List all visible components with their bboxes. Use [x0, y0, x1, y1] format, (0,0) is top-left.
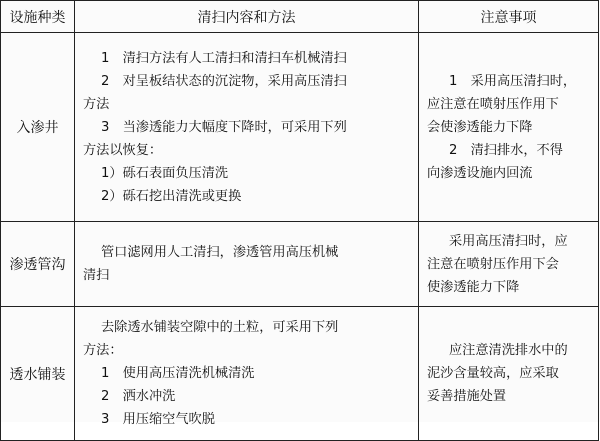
content-line: 1 清扫方法有人工清扫和清扫车机械清扫 — [101, 50, 347, 66]
content-line: 清扫 — [83, 268, 110, 283]
content-line: 去除透水铺装空隙中的土粒，可采用下列 — [101, 320, 339, 335]
note-line: 注意在喷射压作用下会 — [427, 256, 559, 272]
note-line: 向渗透设施内回流 — [427, 165, 533, 181]
content-line: 1）砾石表面负压清洗 — [101, 165, 229, 181]
content-line: 2 洒水冲洗 — [101, 389, 176, 404]
content-line: 方法 — [83, 96, 110, 112]
header-facility-type: 设施种类 — [1, 1, 75, 33]
note-line: 使渗透能力下降 — [427, 279, 520, 295]
category-cell: 透水铺装 — [1, 307, 75, 441]
content-line: 1 使用高压清洗机械清洗 — [101, 366, 255, 381]
table-row — [1, 307, 599, 441]
note-line: 应注意在喷射压作用下 — [427, 96, 559, 112]
note-line: 妥善措施处置 — [427, 389, 507, 404]
content-line: 2）砾石挖出清洗或更换 — [101, 188, 242, 204]
note-line: 1 采用高压清扫时， — [449, 73, 577, 89]
header-cleaning-method: 清扫内容和方法 — [75, 1, 419, 33]
content-line: 3 当渗透能力大幅度下降时，可采用下列 — [101, 119, 347, 135]
content-line: 方法： — [83, 343, 123, 358]
note-line: 会使渗透能力下降 — [427, 119, 533, 135]
table-row — [1, 222, 599, 307]
note-line: 采用高压清扫时，应 — [449, 233, 568, 249]
content-line: 3 用压缩空气吹脱 — [101, 412, 215, 427]
note-line: 泥沙含量较高，应采取 — [427, 366, 559, 381]
notes-cell — [419, 33, 599, 222]
note-line: 应注意清洗排水中的 — [449, 343, 568, 358]
content-line: 方法以恢复： — [83, 142, 163, 158]
content-cell — [75, 307, 419, 441]
content-line: 管口滤网用人工清扫，渗透管用高压机械 — [101, 245, 339, 260]
notes-cell — [419, 307, 599, 441]
category-cell: 渗透管沟 — [1, 222, 75, 307]
note-line: 2 清扫排水，不得 — [449, 142, 563, 158]
content-cell — [75, 222, 419, 307]
header-notes: 注意事项 — [419, 1, 599, 33]
category-cell: 入渗井 — [1, 33, 75, 222]
notes-cell — [419, 222, 599, 307]
content-line: 2 对呈板结状态的沉淀物，采用高压清扫 — [101, 73, 347, 89]
table-header-row — [1, 1, 599, 33]
table-row — [1, 33, 599, 222]
content-cell — [75, 33, 419, 222]
